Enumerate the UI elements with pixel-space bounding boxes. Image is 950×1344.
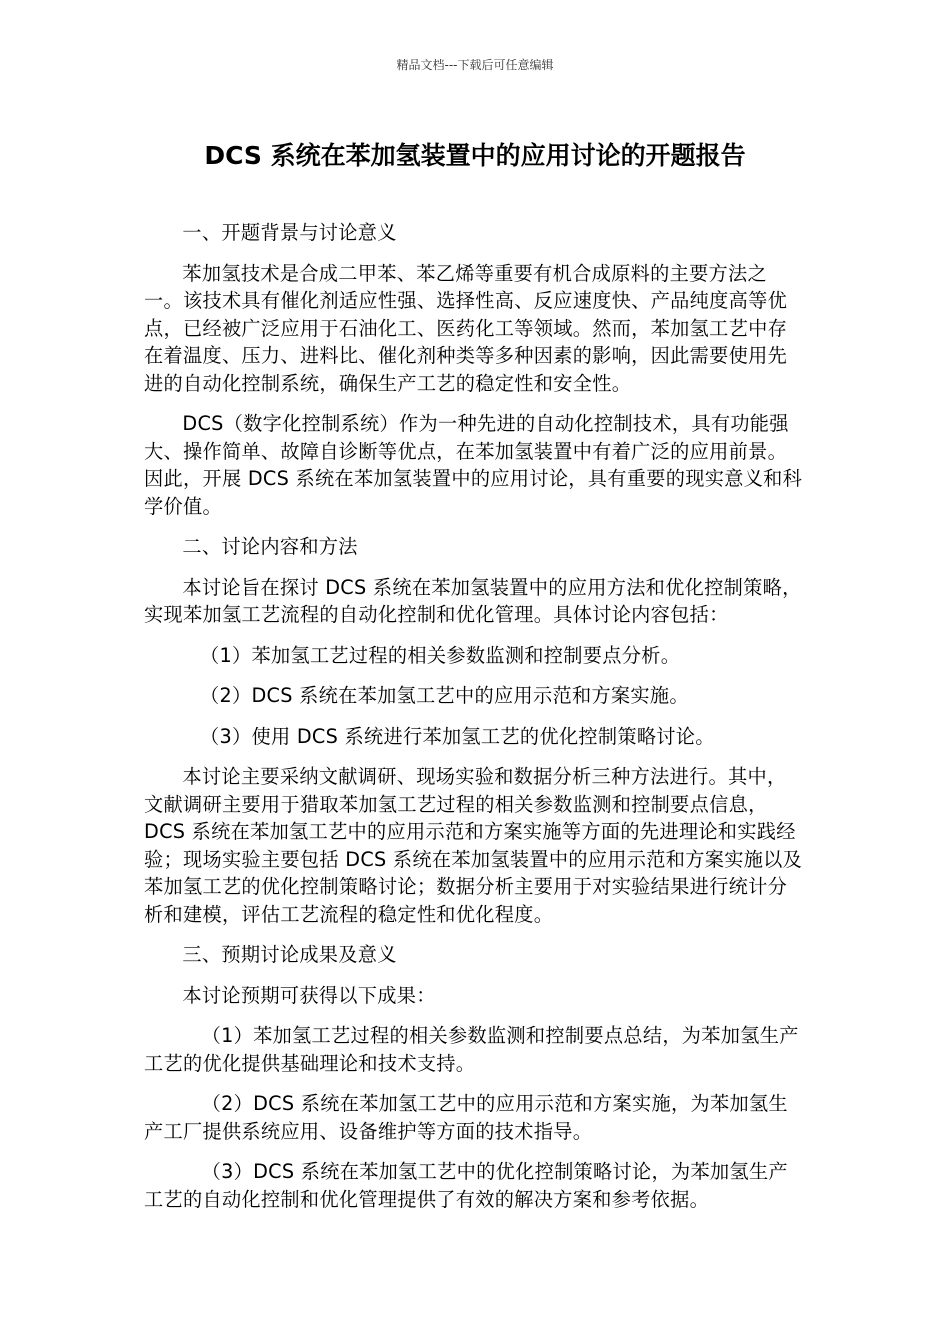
paragraph-dcs-intro: DCS（数字化控制系统）作为一种先进的自动化控制技术，具有功能强大、操作简单、故障自诊断等优点，在苯加氢装置中有着广泛的应用前景。因此，开展 DCS 系统在苯加氢装置中的应用讨论，具有重要的现实意义和科学价值。	[144, 412, 803, 518]
section-heading-background: 一、开题背景与讨论意义	[182, 221, 397, 244]
section-heading-content-methods: 二、讨论内容和方法	[182, 535, 358, 558]
paragraph-methods: 本讨论主要采纳文献调研、现场实验和数据分析三种方法进行。其中，文献调研主要用于猎取苯加氢工艺过程的相关参数监测和控制要点信息，DCS 系统在苯加氢工艺中的应用示范和方案实施等方面的先进理论和实践经验；现场实验主要包括 DCS 系统在苯加氢装置中的应用示范和方案实施以及苯加氢工艺的优化控制策略讨论；数据分析主要用于对实验结果进行统计分析和建模，评估工艺流程的稳定性和优化程度。	[144, 765, 803, 926]
list-item: （1）苯加氢工艺过程的相关参数监测和控制要点总结，为苯加氢生产工艺的优化提供基础理论和技术支持。	[144, 1024, 799, 1075]
paragraph-background: 苯加氢技术是合成二甲苯、苯乙烯等重要有机合成原料的主要方法之一。该技术具有催化剂适应性强、选择性高、反应速度快、产品纯度高等优点，已经被广泛应用于石油化工、医药化工等领域。然而，苯加氢工艺中存在着温度、压力、进料比、催化剂种类等多种因素的影响，因此需要使用先进的自动化控制系统，确保生产工艺的稳定性和安全性。	[144, 261, 788, 395]
paragraph-research-goal: 本讨论旨在探讨 DCS 系统在苯加氢装置中的应用方法和优化控制策略，实现苯加氢工艺流程的自动化控制和优化管理。具体讨论内容包括：	[144, 575, 802, 626]
paragraph-expected-intro: 本讨论预期可获得以下成果：	[182, 983, 436, 1007]
document-title: DCS 系统在苯加氢装置中的应用讨论的开题报告	[204, 141, 746, 170]
list-item: （3）DCS 系统在苯加氢工艺中的优化控制策略讨论，为苯加氢生产工艺的自动化控制和优化管理提供了有效的解决方案和参考依据。	[144, 1160, 788, 1211]
section-heading-expected-results: 三、预期讨论成果及意义	[182, 943, 397, 966]
list-item: （3）使用 DCS 系统进行苯加氢工艺的优化控制策略讨论。	[200, 724, 715, 748]
list-item: （1）苯加氢工艺过程的相关参数监测和控制要点分析。	[200, 643, 681, 667]
document-body	[144, 219, 805, 1226]
page-header: 精品文档---下载后可任意编辑	[396, 58, 554, 72]
list-item: （2）DCS 系统在苯加氢工艺中的应用示范和方案实施。	[200, 684, 689, 707]
list-item: （2）DCS 系统在苯加氢工艺中的应用示范和方案实施，为苯加氢生产工厂提供系统应用、设备维护等方面的技术指导。	[144, 1092, 788, 1143]
